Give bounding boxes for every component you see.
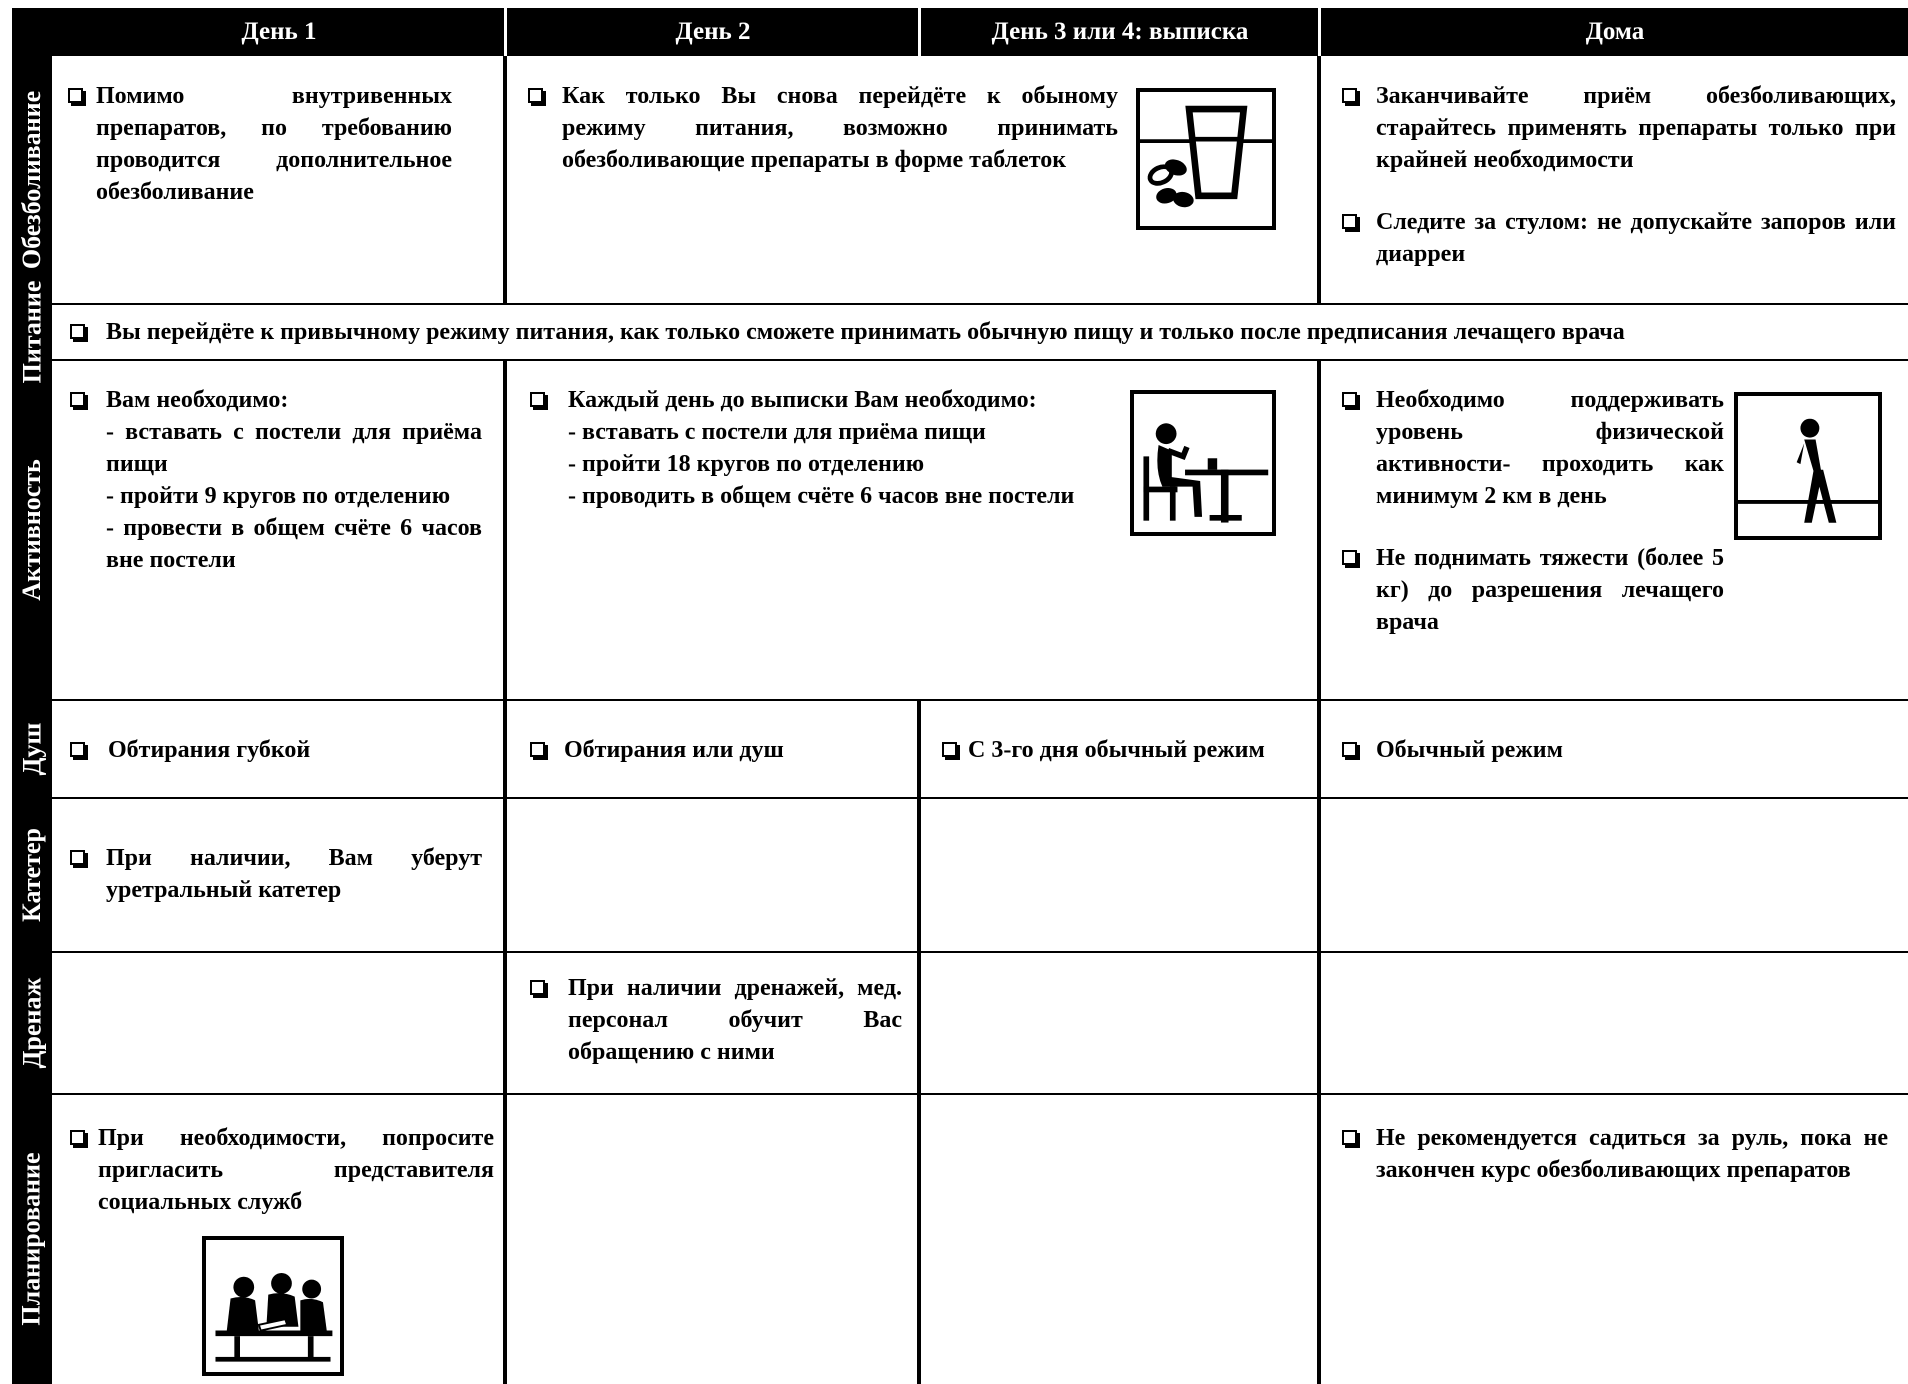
- pain-day1-cell: Помимо внутривенных препаратов, по требованию проводится дополнительное обезболивание: [68, 80, 452, 208]
- checkbox-icon[interactable]: [1342, 214, 1357, 229]
- shower-home-cell: Обычный режим: [1342, 734, 1892, 766]
- checkbox-icon[interactable]: [70, 850, 85, 865]
- checkbox-icon[interactable]: [70, 392, 85, 407]
- pain-home-cell: Заканчивайте приём обезболивающих, старайтесь применять препараты только при крайней необходимости Следите за стулом: не допускайте запоров или диарреи: [1342, 80, 1896, 270]
- activity-day1-title: Вам необходимо:: [106, 387, 289, 413]
- checkbox-icon[interactable]: [70, 742, 85, 757]
- activity-home-cell: Необходимо поддерживать уровень физической активности- проходить как минимум 2 км в день Не поднимать тяжести (более 5 кг) до разрешения лечащего врача: [1342, 384, 1724, 638]
- row-label-drain: Дренаж: [17, 977, 47, 1069]
- nutrition-cell: Вы перейдёте к привычному режиму питания, как только сможете принимать обычную пищу и только после предписания лечащего врача: [70, 316, 1906, 348]
- checkbox-icon[interactable]: [530, 742, 545, 757]
- shower-day3-cell: С 3-го дня обычный режим: [942, 734, 1318, 766]
- sitting-at-table-icon: [1130, 390, 1276, 536]
- planning-day1-cell: При необходимости, попросите пригласить представителя социальных служб: [70, 1122, 494, 1218]
- column-header-day3: День 3 или 4: выписка: [991, 18, 1249, 45]
- checkbox-icon[interactable]: [528, 88, 543, 103]
- checkbox-icon[interactable]: [1342, 550, 1357, 565]
- drain-day2-cell: При наличии дренажей, мед. персонал обучит Вас обращению с ними: [530, 972, 902, 1068]
- checkbox-icon[interactable]: [942, 742, 957, 757]
- row-label-nutrition: Питание: [17, 280, 47, 384]
- checkbox-icon[interactable]: [68, 88, 83, 103]
- planning-home-cell: Не рекомендуется садиться за руль, пока не закончен курс обезболивающих препаратов: [1342, 1122, 1888, 1186]
- row-label-shower: Душ: [17, 722, 46, 776]
- checkbox-icon[interactable]: [1342, 1130, 1357, 1145]
- checkbox-icon[interactable]: [530, 980, 545, 995]
- meeting-group-icon: [202, 1236, 344, 1376]
- activity-day1-cell: Вам необходимо: - вставать с постели для приёма пищи - пройти 9 кругов по отделению - провести в общем счёте 6 часов вне постели: [70, 384, 482, 576]
- shower-day2-cell: Обтирания или душ: [530, 734, 910, 766]
- activity-day2-title: Каждый день до выписки Вам необходимо:: [568, 387, 1037, 413]
- checkbox-icon[interactable]: [1342, 88, 1357, 103]
- column-header-home: Дома: [1585, 18, 1645, 45]
- checkbox-icon[interactable]: [1342, 742, 1357, 757]
- walking-person-icon: [1734, 392, 1882, 540]
- activity-day2-cell: Каждый день до выписки Вам необходимо: - вставать с постели для приёма пищи - пройти 18 кругов по отделению - проводить в общем счёте 6 часов вне постели: [530, 384, 1110, 512]
- row-label-planning: Планирование: [17, 1152, 47, 1326]
- checkbox-icon[interactable]: [70, 1130, 85, 1145]
- column-header-day1: День 1: [241, 18, 317, 45]
- row-label-catheter: Катетер: [17, 828, 47, 922]
- checkbox-icon[interactable]: [530, 392, 545, 407]
- row-label-activity: Активность: [17, 459, 46, 601]
- checkbox-icon[interactable]: [70, 324, 85, 339]
- catheter-day1-cell: При наличии, Вам уберут уретральный катетер: [70, 842, 482, 906]
- pain-day2-cell: Как только Вы снова перейдёте к обыному режиму питания, возможно принимать обезболивающие препараты в форме таблеток: [528, 80, 1118, 176]
- row-label-pain: Обезболивание: [17, 90, 47, 270]
- pills-glass-icon: [1136, 88, 1276, 230]
- shower-day1-cell: Обтирания губкой: [70, 734, 490, 766]
- column-header-day2: День 2: [675, 18, 751, 45]
- checkbox-icon[interactable]: [1342, 392, 1357, 407]
